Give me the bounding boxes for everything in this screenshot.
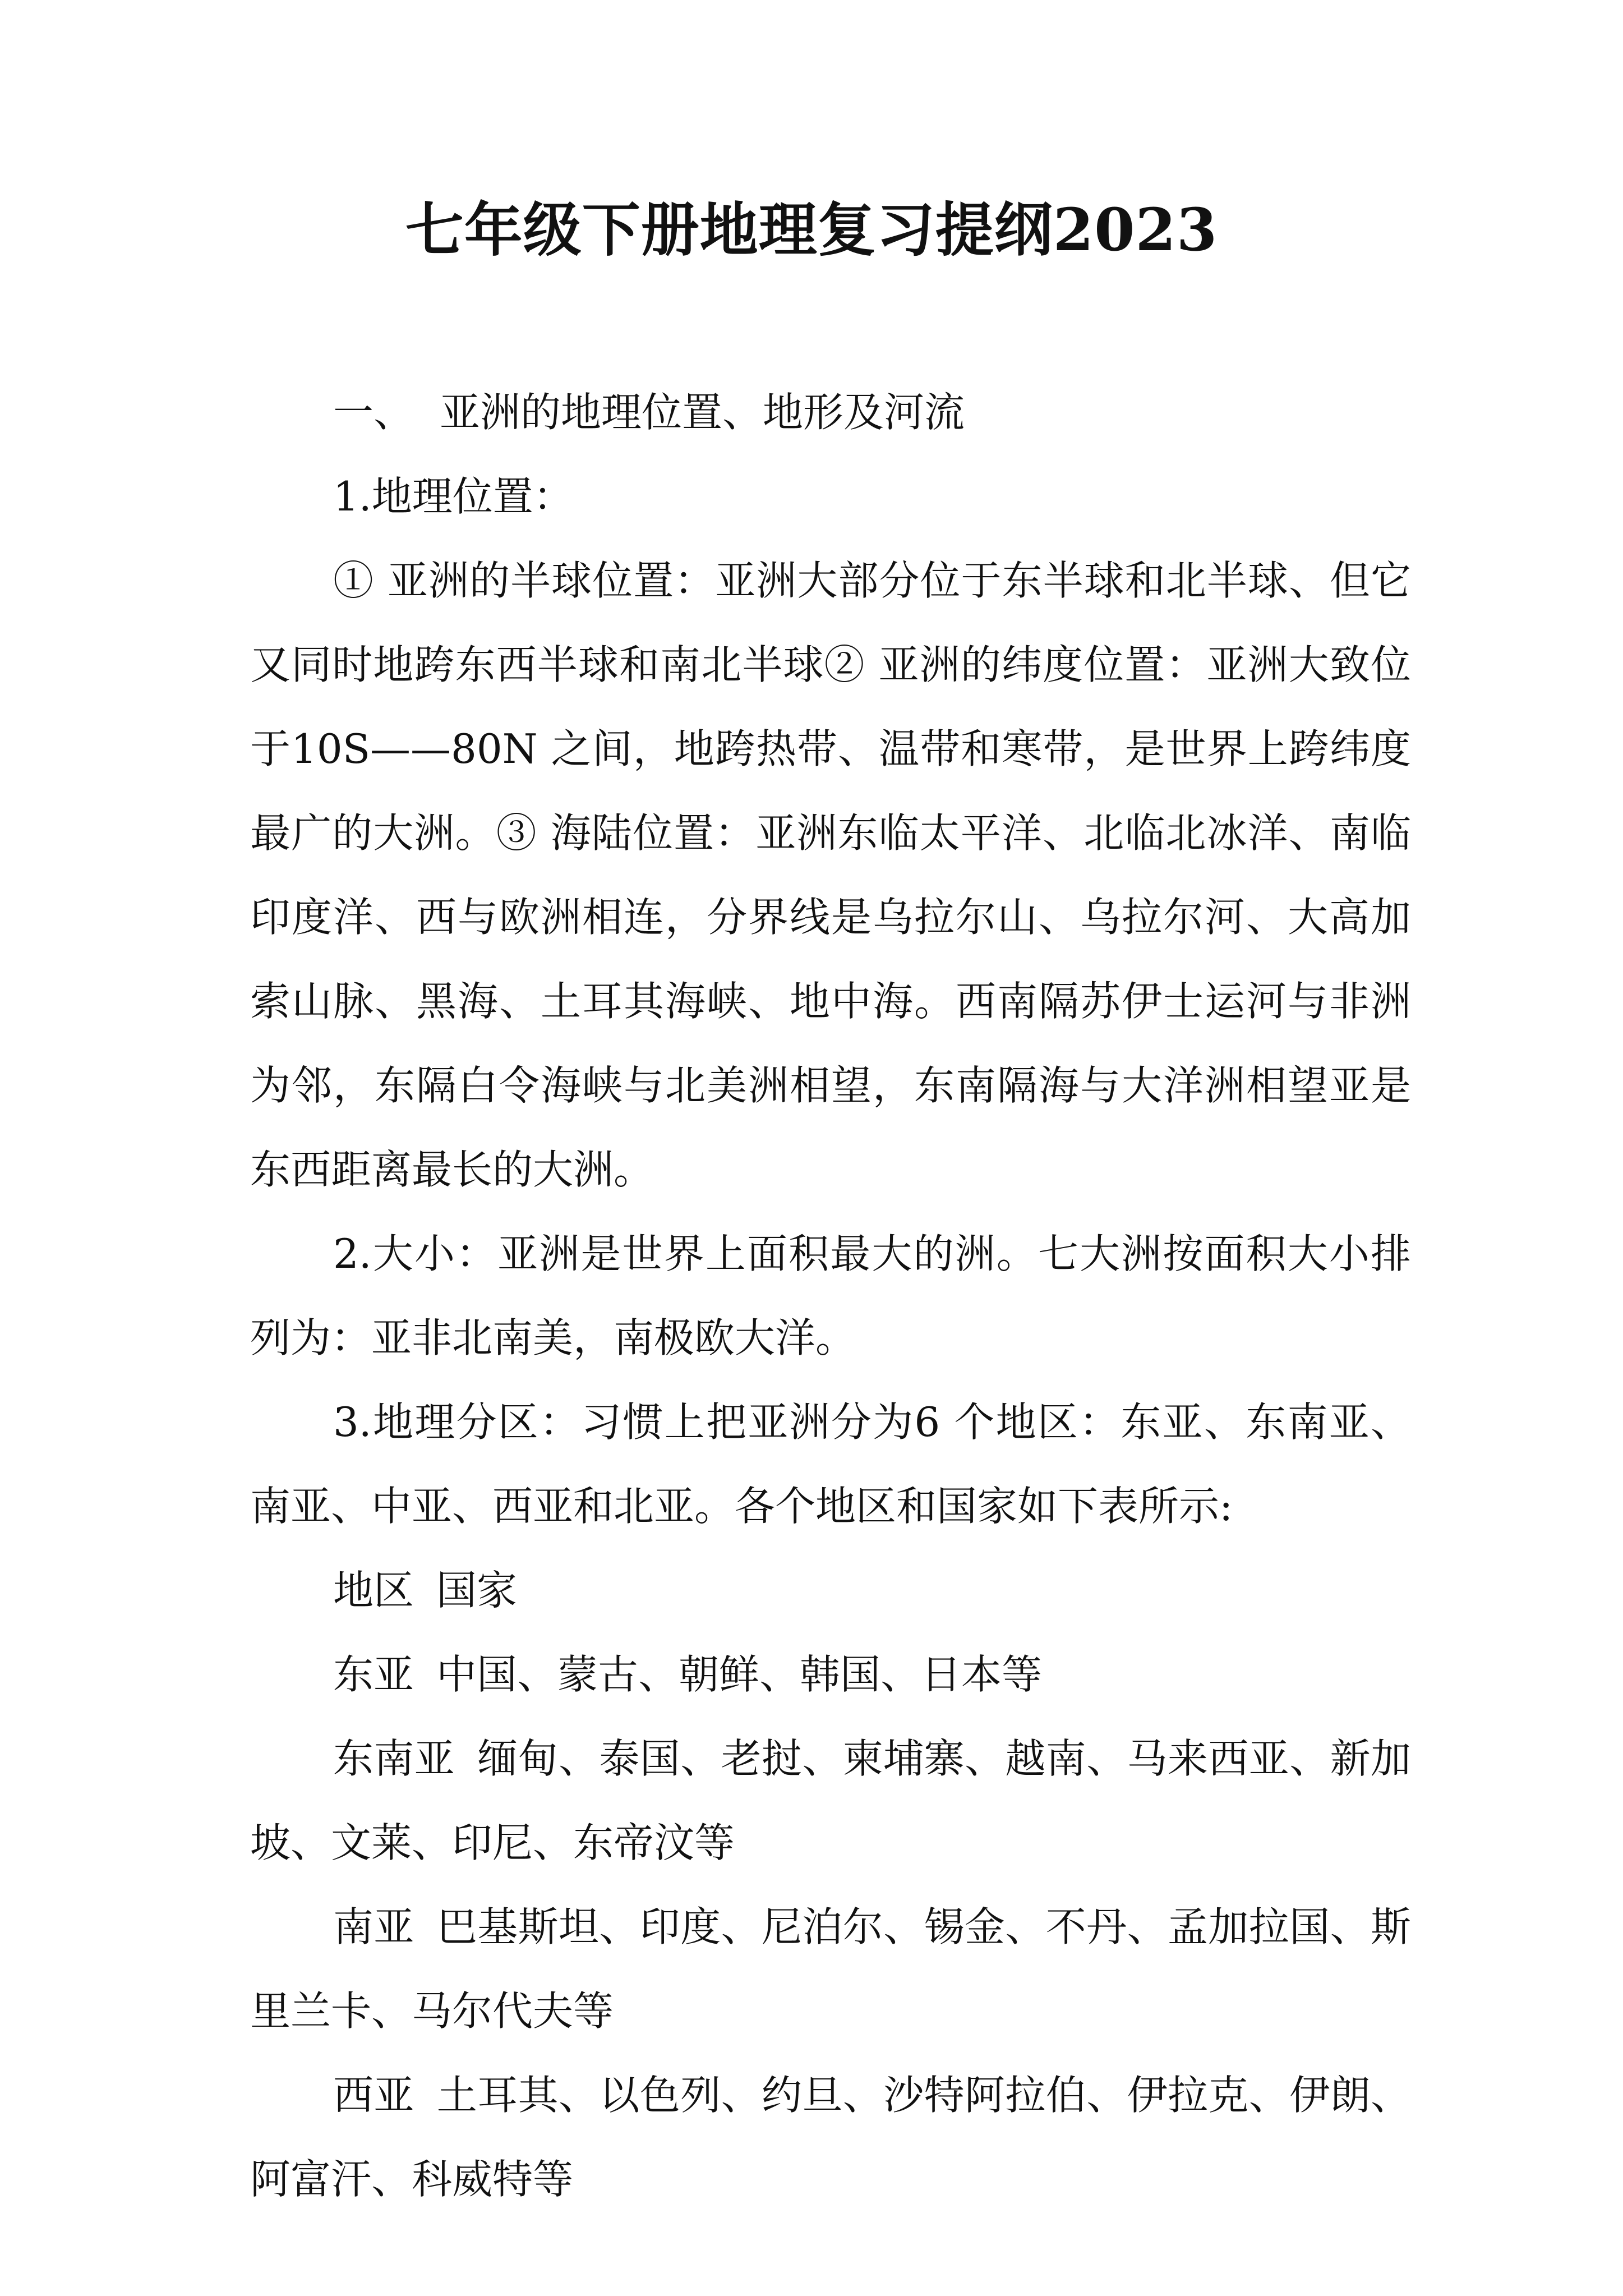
section-heading bbox=[250, 370, 1411, 454]
document-body bbox=[250, 370, 1411, 2221]
table-row bbox=[250, 1632, 1411, 1717]
item-1-label: 1.地理位置： bbox=[333, 473, 574, 520]
table-row-countries: 巴基斯坦、印度、尼泊尔、锡金、不丹、孟加拉国、斯里兰卡、马尔代夫等 bbox=[250, 1903, 1411, 2035]
section-heading-text: 亚洲的地理位置、地形及河流 bbox=[440, 389, 965, 436]
table-row-region: 东亚 bbox=[333, 1651, 414, 1698]
document-title: 七年级下册地理复习提纲2023 bbox=[405, 195, 1218, 264]
item-2-paragraph: 2.大小：亚洲是世界上面积最大的洲。七大洲按面积大小排列为：亚非北南美，南极欧大洋。 bbox=[250, 1230, 1411, 1361]
table-row-region: 南亚 bbox=[333, 1903, 414, 1950]
table-row-region: 西亚 bbox=[333, 2072, 414, 2119]
table-row-region: 东南亚 bbox=[333, 1735, 455, 1782]
table-row-countries: 缅甸、泰国、老挝、柬埔寨、越南、马来西亚、新加坡、文莱、印尼、东帝汶等 bbox=[250, 1735, 1411, 1866]
table-row-countries: 中国、蒙古、朝鲜、韩国、日本等 bbox=[436, 1651, 1043, 1698]
table-row bbox=[250, 1885, 1411, 2053]
section-number: 一、 bbox=[333, 389, 414, 436]
item-3-paragraph: 3.地理分区：习惯上把亚洲分为6 个地区：东亚、东南亚、南亚、中亚、西亚和北亚。各个地区和国家如下表所示: bbox=[250, 1398, 1411, 1530]
table-header-countries: 国家 bbox=[436, 1567, 518, 1614]
item-1-paragraph: ① 亚洲的半球位置：亚洲大部分位于东半球和北半球、但它又同时地跨东西半球和南北半球② 亚洲的纬度位置：亚洲大致位于10S——80N 之间，地跨热带、温带和寒带，是世界上跨纬度最广的大洲。③ 海陆位置：亚洲东临太平洋、北临北冰洋、南临印度洋、西与欧洲相连，分界线是乌拉尔山、乌拉尔河、大高加索山脉、黑海、土耳其海峡、地中海。西南隔苏伊士运河与非洲为邻，东隔白令海峡与北美洲相望，东南隔海与大洋洲相望亚是东西距离最长的大洲。 bbox=[250, 557, 1411, 1193]
table-header-region: 地区 bbox=[333, 1567, 414, 1614]
table-row bbox=[250, 1717, 1411, 1885]
table-header bbox=[250, 1548, 1411, 1632]
table-row bbox=[250, 2053, 1411, 2221]
table-row-countries: 土耳其、以色列、约旦、沙特阿拉伯、伊拉克、伊朗、阿富汗、科威特等 bbox=[250, 2072, 1411, 2203]
